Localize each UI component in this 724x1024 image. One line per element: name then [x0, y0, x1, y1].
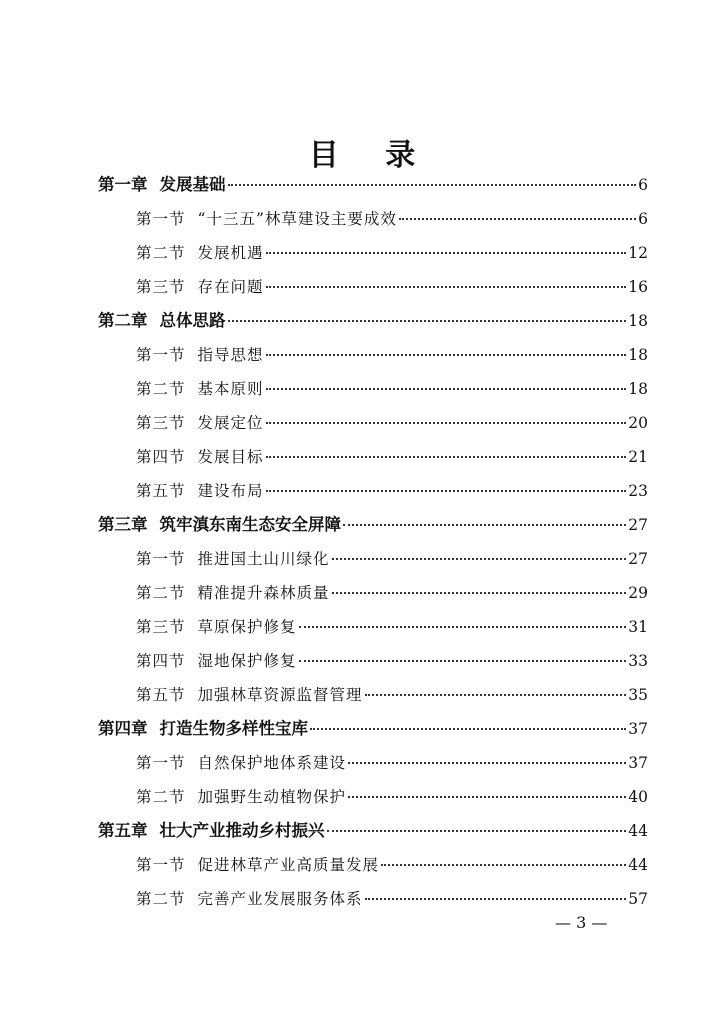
dot-leader [228, 184, 637, 186]
toc-entry-label [136, 746, 346, 780]
toc-entry-title: 推进国土山川绿化 [197, 550, 330, 568]
toc-entry-title: 筑牢滇东南生态安全屏障 [159, 515, 341, 534]
toc-section-entry [98, 746, 648, 780]
toc-entry-label [136, 406, 264, 440]
toc-entry-number: 第二节 [136, 380, 186, 398]
dot-leader [381, 864, 626, 866]
toc-section-entry [98, 610, 648, 644]
dot-leader [266, 388, 627, 390]
toc-entry-title: 基本原则 [197, 380, 264, 398]
toc-entry-page: 6 [638, 210, 648, 228]
toc-entry-page: 18 [628, 346, 648, 364]
toc-entry-number: 第三节 [136, 414, 186, 432]
toc-entry-title: 加强野生动植物保护 [197, 788, 347, 806]
dot-leader [365, 694, 627, 696]
toc-entry-label [136, 610, 297, 644]
toc-entry-page: 44 [628, 856, 648, 874]
dot-leader [228, 320, 627, 322]
toc-entry-title: 促进林草产业高质量发展 [197, 856, 380, 874]
toc-entry-title: 完善产业发展服务体系 [197, 890, 363, 908]
toc-entry-label [136, 678, 363, 712]
toc-entry-number: 第一节 [136, 856, 186, 874]
toc-entry-page: 37 [628, 754, 648, 772]
page-number: — 3 — [555, 913, 608, 932]
toc-entry-title: 湿地保护修复 [197, 652, 297, 670]
dot-leader [343, 524, 626, 526]
toc-chapter-entry [98, 508, 648, 542]
toc-entry-number: 第一节 [136, 754, 186, 772]
toc-entry-page: 33 [628, 652, 648, 670]
toc-entry-label [136, 780, 346, 814]
toc-section-entry [98, 542, 648, 576]
toc-entry-page: 27 [628, 516, 648, 534]
toc-entry-page: 21 [628, 448, 648, 466]
toc-entry-title: 总体思路 [159, 311, 226, 330]
dot-leader [327, 830, 627, 832]
toc-entry-number: 第一章 [98, 175, 148, 194]
toc-entry-title: 精准提升森林质量 [197, 584, 330, 602]
dot-leader [266, 422, 627, 424]
toc-section-entry [98, 440, 648, 474]
toc-entry-page: 29 [628, 584, 648, 602]
toc-entry-number: 第二节 [136, 584, 186, 602]
toc-section-entry [98, 372, 648, 406]
dot-leader [348, 796, 626, 798]
toc-entry-title: 加强林草资源监督管理 [197, 686, 363, 704]
toc-entry-label [98, 168, 226, 202]
toc-section-entry [98, 644, 648, 678]
toc-chapter-entry [98, 304, 648, 338]
toc-entry-page: 40 [628, 788, 648, 806]
toc-entry-number: 第一节 [136, 346, 186, 364]
toc-entry-label [98, 508, 341, 542]
toc-section-entry [98, 338, 648, 372]
toc-entry-number: 第五章 [98, 821, 148, 840]
dot-leader [365, 898, 627, 900]
toc-section-entry [98, 202, 648, 236]
toc-entry-label [136, 338, 264, 372]
toc-entry-page: 20 [628, 414, 648, 432]
toc-entry-number: 第二章 [98, 311, 148, 330]
toc-section-entry [98, 406, 648, 440]
toc-section-entry [98, 236, 648, 270]
toc-entry-label [136, 202, 397, 236]
dot-leader [266, 490, 627, 492]
toc-chapter-entry [98, 168, 648, 202]
toc-entry-label [98, 304, 226, 338]
toc-entry-page: 23 [628, 482, 648, 500]
toc-entry-title: 自然保护地体系建设 [197, 754, 347, 772]
toc-section-entry [98, 848, 648, 882]
toc-section-entry [98, 882, 648, 916]
toc-entry-title: 建设布局 [197, 482, 264, 500]
toc-entry-number: 第五节 [136, 482, 186, 500]
toc-entry-number: 第二节 [136, 788, 186, 806]
toc-entry-label [136, 440, 264, 474]
toc-entry-label [136, 372, 264, 406]
toc-entry-title: 壮大产业推动乡村振兴 [159, 821, 325, 840]
toc-entry-page: 18 [628, 312, 648, 330]
toc-entry-label [136, 236, 264, 270]
toc-entry-title: 打造生物多样性宝库 [159, 719, 308, 738]
toc-entry-label [136, 848, 379, 882]
table-of-contents [98, 168, 648, 916]
toc-entry-title: 发展定位 [197, 414, 264, 432]
toc-entry-title: 发展目标 [197, 448, 264, 466]
toc-entry-title: 存在问题 [197, 278, 264, 296]
toc-entry-number: 第四节 [136, 652, 186, 670]
toc-section-entry [98, 678, 648, 712]
toc-chapter-entry [98, 814, 648, 848]
toc-section-entry [98, 474, 648, 508]
dot-leader [332, 592, 627, 594]
dot-leader [299, 626, 627, 628]
toc-entry-label [136, 882, 363, 916]
toc-entry-label [136, 542, 330, 576]
toc-entry-number: 第三节 [136, 278, 186, 296]
dot-leader [266, 252, 627, 254]
dot-leader [266, 286, 627, 288]
toc-entry-number: 第三节 [136, 618, 186, 636]
toc-entry-label [136, 474, 264, 508]
toc-entry-page: 12 [628, 244, 648, 262]
dot-leader [310, 728, 626, 730]
dot-leader [266, 354, 627, 356]
toc-entry-number: 第五节 [136, 686, 186, 704]
dot-leader [348, 762, 626, 764]
page-title: 目 录 [308, 138, 434, 173]
toc-entry-number: 第二节 [136, 244, 186, 262]
toc-entry-number: 第四章 [98, 719, 148, 738]
toc-entry-number: 第二节 [136, 890, 186, 908]
dot-leader [299, 660, 627, 662]
toc-section-entry [98, 270, 648, 304]
toc-entry-page: 31 [628, 618, 648, 636]
toc-entry-number: 第一节 [136, 550, 186, 568]
toc-entry-title: 草原保护修复 [197, 618, 297, 636]
toc-entry-page: 16 [628, 278, 648, 296]
toc-entry-label [98, 814, 325, 848]
toc-entry-page: 18 [628, 380, 648, 398]
toc-entry-label [136, 576, 330, 610]
toc-entry-page: 6 [638, 176, 648, 194]
dot-leader [399, 218, 636, 220]
toc-entry-label [136, 270, 264, 304]
toc-entry-number: 第四节 [136, 448, 186, 466]
toc-section-entry [98, 576, 648, 610]
toc-entry-title: 指导思想 [197, 346, 264, 364]
toc-entry-title: “十三五”林草建设主要成效 [197, 210, 397, 228]
toc-section-entry [98, 780, 648, 814]
toc-entry-title: 发展机遇 [197, 244, 264, 262]
toc-entry-page: 57 [628, 890, 648, 908]
toc-entry-page: 35 [628, 686, 648, 704]
toc-entry-label [136, 644, 297, 678]
toc-entry-label [98, 712, 308, 746]
toc-entry-title: 发展基础 [159, 175, 226, 194]
dot-leader [266, 456, 627, 458]
toc-entry-page: 37 [628, 720, 648, 738]
toc-entry-number: 第一节 [136, 210, 186, 228]
toc-entry-page: 27 [628, 550, 648, 568]
toc-entry-number: 第三章 [98, 515, 148, 534]
toc-chapter-entry [98, 712, 648, 746]
toc-entry-page: 44 [628, 822, 648, 840]
dot-leader [332, 558, 627, 560]
